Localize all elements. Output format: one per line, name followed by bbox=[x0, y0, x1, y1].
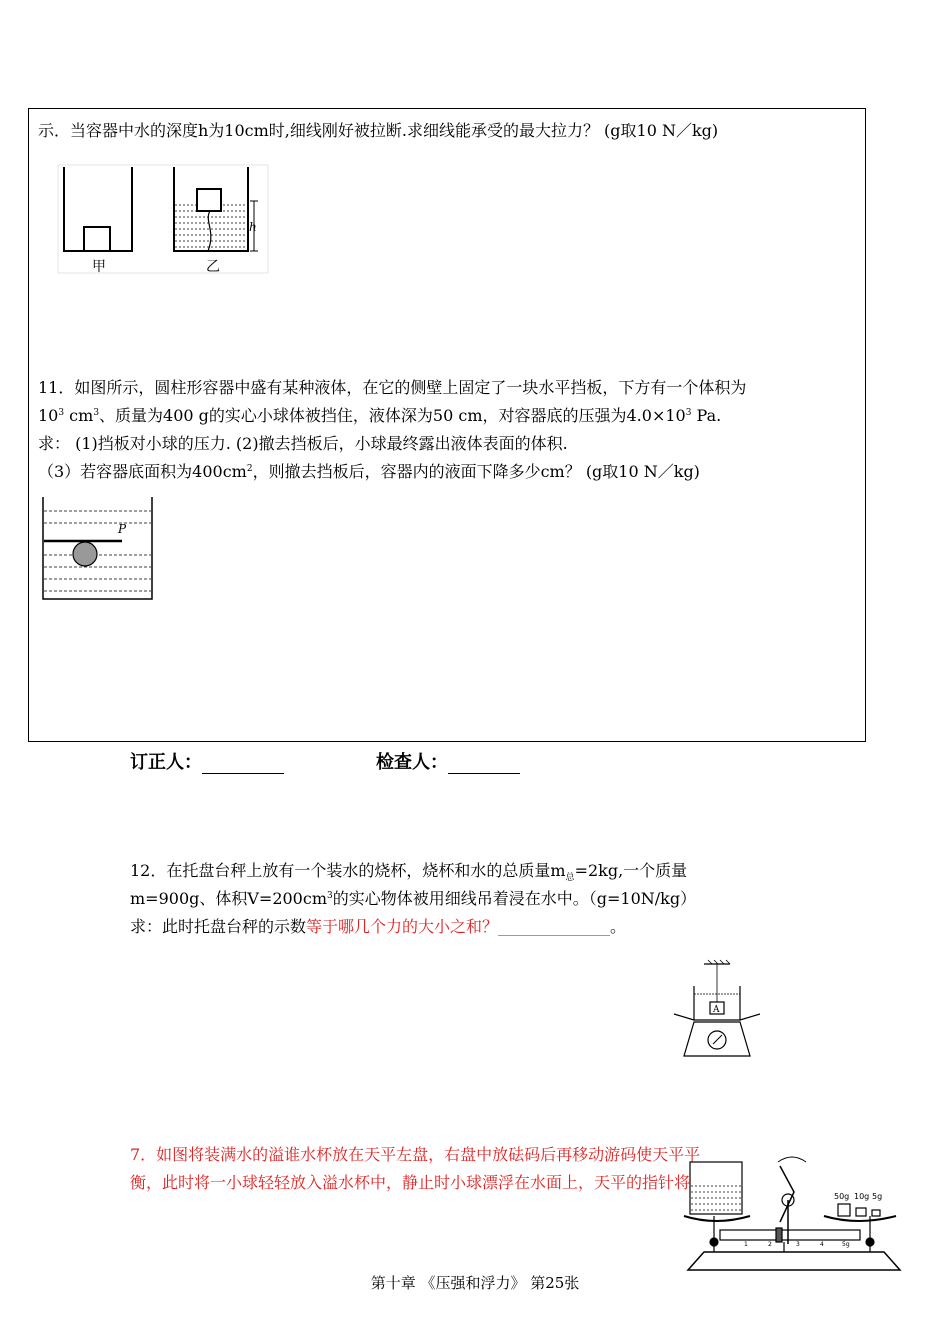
q12-line1: 12．在托盘台秤上放有一个装水的烧杯，烧杯和水的总质量$m_总=2kg$,一个质量 bbox=[130, 861, 688, 884]
overflow-cup bbox=[690, 1162, 742, 1214]
tick-4: 4 bbox=[820, 1241, 824, 1248]
label-a: A bbox=[713, 1005, 720, 1015]
q12-line2: m=900g、体积$V=200cm^3$的实心物体被用细线吊着浸在水中。（g=10N/kg） bbox=[130, 889, 697, 908]
block-yi bbox=[197, 189, 221, 211]
scale-body bbox=[684, 1022, 750, 1056]
figure-baffle-container bbox=[40, 495, 156, 603]
label-p: P bbox=[118, 522, 127, 536]
q7-line1: 7．如图将装满水的溢谁水杯放在天平左盘，右盘中放砝码后再移动游码使天平平 bbox=[130, 1145, 701, 1164]
tick-1: 1 bbox=[744, 1241, 748, 1248]
label-jia: 甲 bbox=[92, 259, 106, 275]
weight-5g bbox=[872, 1210, 880, 1216]
q11-line3: 求： (1)挡板对小球的压力. (2)撤去挡板后，小球最终露出液体表面的体积. bbox=[38, 434, 568, 453]
page-footer: 第十章 《压强和浮力》 第25张 bbox=[370, 1274, 580, 1292]
q7-line2: 衡，此时将一小球轻轻放入溢水杯中，静止时小球漂浮在水面上，天平的指针将 bbox=[130, 1173, 691, 1192]
weight-10g bbox=[856, 1208, 866, 1216]
figure-jia-container bbox=[58, 165, 268, 277]
liquid-q11 bbox=[44, 511, 151, 591]
container-jia bbox=[64, 167, 132, 251]
pointer-arc bbox=[778, 1157, 806, 1162]
tick-2: 2 bbox=[768, 1241, 772, 1248]
q11-line2: $10^3$ $cm^3$、质量为400 g的实心小球体被挡住，液体深为50 cm，对容器底的压强为$4.0\times 10^3$ Pa. bbox=[38, 406, 722, 425]
right-pan bbox=[824, 1216, 896, 1221]
figure-balance bbox=[684, 1152, 910, 1274]
weight-label-50g: 50g bbox=[834, 1192, 850, 1201]
checker-signature: 检查人： bbox=[376, 748, 520, 774]
q10-text: 示．当容器中水的深度h为10cm时,细线刚好被拉断.求细线能承受的最大拉力？ (g取10 N／kg) bbox=[38, 121, 719, 140]
label-h: h bbox=[249, 220, 257, 234]
block-jia bbox=[84, 227, 110, 251]
label-yi: 乙 bbox=[206, 259, 220, 275]
left-pan bbox=[684, 1216, 750, 1221]
tick-5g: 5g bbox=[842, 1241, 850, 1248]
string-yi bbox=[208, 211, 211, 251]
q11-line1: 11．如图所示，圆柱形容器中盛有某种液体，在它的侧壁上固定了一块水平挡板，下方有一个体积为 bbox=[38, 378, 747, 397]
container-q11 bbox=[43, 497, 152, 599]
corrector-signature: 订正人： bbox=[130, 748, 284, 774]
figure-scale-beaker bbox=[672, 958, 772, 1064]
beam-scale bbox=[720, 1230, 860, 1240]
weight-label-5g: 5g bbox=[872, 1192, 883, 1201]
tick-3: 3 bbox=[796, 1241, 800, 1248]
ball-q11 bbox=[73, 542, 97, 566]
q12-answer-prompt: 等于哪几个力的大小之和？______________ bbox=[306, 917, 611, 936]
corrector-blank[interactable] bbox=[202, 755, 284, 774]
weight-label-10g: 10g bbox=[854, 1192, 870, 1201]
rider bbox=[776, 1228, 782, 1242]
q11-line4: （3）若容器底面积为$400cm^2$，则撤去挡板后，容器内的液面下降多少cm？ (g取10 N／kg) bbox=[38, 462, 700, 481]
q12-line3: 求：此时托盘台秤的示数等于哪几个力的大小之和？______________。 bbox=[130, 917, 627, 936]
balance-base bbox=[688, 1252, 900, 1270]
checker-blank[interactable] bbox=[448, 755, 520, 774]
weight-50g bbox=[838, 1204, 850, 1216]
